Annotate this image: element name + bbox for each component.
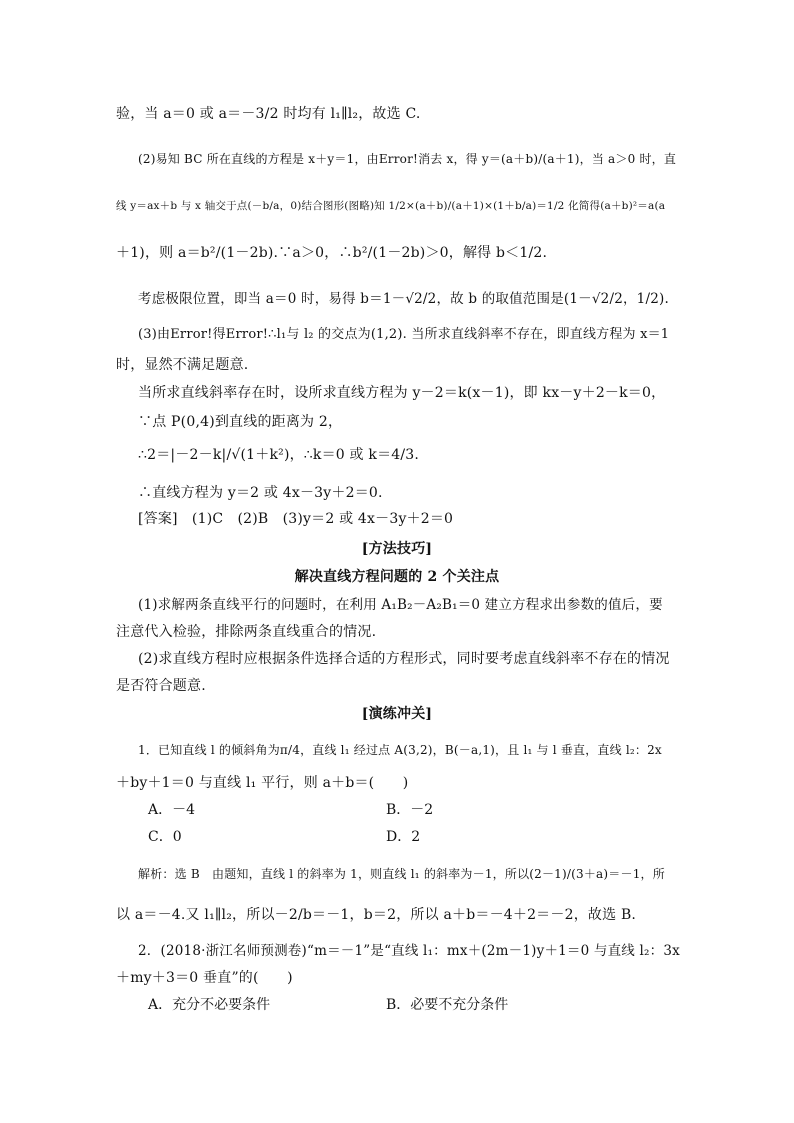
question-line: ＋my＋3＝0 垂直”的( ) — [116, 970, 293, 986]
option-a: A．－4 — [148, 802, 196, 818]
section-heading-method: [方法技巧] — [361, 541, 433, 557]
text-line: (2)易知 BC 所在直线的方程是 x＋y＝1，由Error!消去 x，得 y＝(a＋b)/(a＋1)，当 a＞0 时，直 — [138, 152, 677, 166]
question-line: ＋by＋1＝0 与直线 l₁ 平行，则 a＋b＝( ) — [116, 775, 409, 791]
text-line: ∴直线方程为 y＝2 或 4x－3y＋2＝0. — [138, 485, 383, 501]
text-line: 验，当 a＝0 或 a＝－3/2 时均有 l₁∥l₂，故选 C. — [116, 106, 421, 122]
text-line: ∵点 P(0,4)到直线的距离为 2， — [138, 414, 343, 430]
option-b: B．－2 — [386, 802, 434, 818]
option-b: B．必要不充分条件 — [386, 997, 509, 1013]
text-line: 当所求直线斜率存在时，设所求直线方程为 y－2＝k(x－1)，即 kx－y＋2－k＝0， — [138, 385, 666, 401]
text-line: 注意代入检验，排除两条直线重合的情况. — [116, 624, 377, 640]
text-line: (1)求解两条直线平行的问题时，在利用 A₁B₂－A₂B₁＝0 建立方程求出参数的值后，要 — [138, 597, 663, 613]
text-line: 线 y＝ax＋b 与 x 轴交于点(－b/a，0)结合图形(图略)知 1/2×(a＋b)/(a＋1)×(1＋b/a)＝1/2 化简得(a＋b)²＝a(a — [116, 200, 666, 212]
option-a: A．充分不必要条件 — [148, 997, 271, 1013]
question-line: 2．(2018·浙江名师预测卷)“m＝－1”是“直线 l₁：mx＋(2m－1)y＋1＝0 与直线 l₂：3x — [138, 943, 680, 959]
text-line: 是否符合题意. — [116, 678, 206, 694]
answer-line: [答案] (1)C (2)B (3)y＝2 或 4x－3y＋2＝0 — [138, 511, 454, 527]
option-d: D．2 — [386, 829, 421, 845]
text-line: 考虑极限位置，即当 a＝0 时，易得 b＝1－√2/2，故 b 的取值范围是(1－√2/2，1/2). — [138, 291, 669, 307]
option-c: C．0 — [148, 829, 182, 845]
solution-line: 以 a＝－4.又 l₁∥l₂，所以－2/b＝－1，b＝2，所以 a＋b＝－4＋2＝－2，故选 B. — [116, 907, 637, 923]
text-line: ＋1)，则 a＝b²/(1－2b).∵a＞0，∴b²/(1－2b)＞0，解得 b＜1/2. — [116, 245, 548, 261]
section-subheading: 解决直线方程问题的 2 个关注点 — [294, 569, 500, 585]
text-line: (3)由Error!得Error!∴l₁与 l₂ 的交点为(1,2). 当所求直线斜率不存在，即直线方程为 x＝1 — [138, 327, 670, 342]
text-line: ∴2＝|－2－k|/√(1＋k²)，∴k＝0 或 k＝4/3. — [138, 447, 420, 463]
solution-line: 解析：选 B 由题知，直线 l 的斜率为 1，则直线 l₁ 的斜率为－1，所以(2－1)/(3＋a)＝－1，所 — [138, 867, 665, 881]
text-line: 时，显然不满足题意. — [116, 357, 249, 373]
section-heading-practice: [演练冲关] — [361, 706, 433, 722]
text-line: (2)求直线方程时应根据条件选择合适的方程形式，同时要考虑直线斜率不存在的情况 — [138, 651, 670, 667]
question-line: 1．已知直线 l 的倾斜角为π/4，直线 l₁ 经过点 A(3,2)，B(－a,1)，且 l₁ 与 l 垂直，直线 l₂：2x — [138, 743, 662, 757]
